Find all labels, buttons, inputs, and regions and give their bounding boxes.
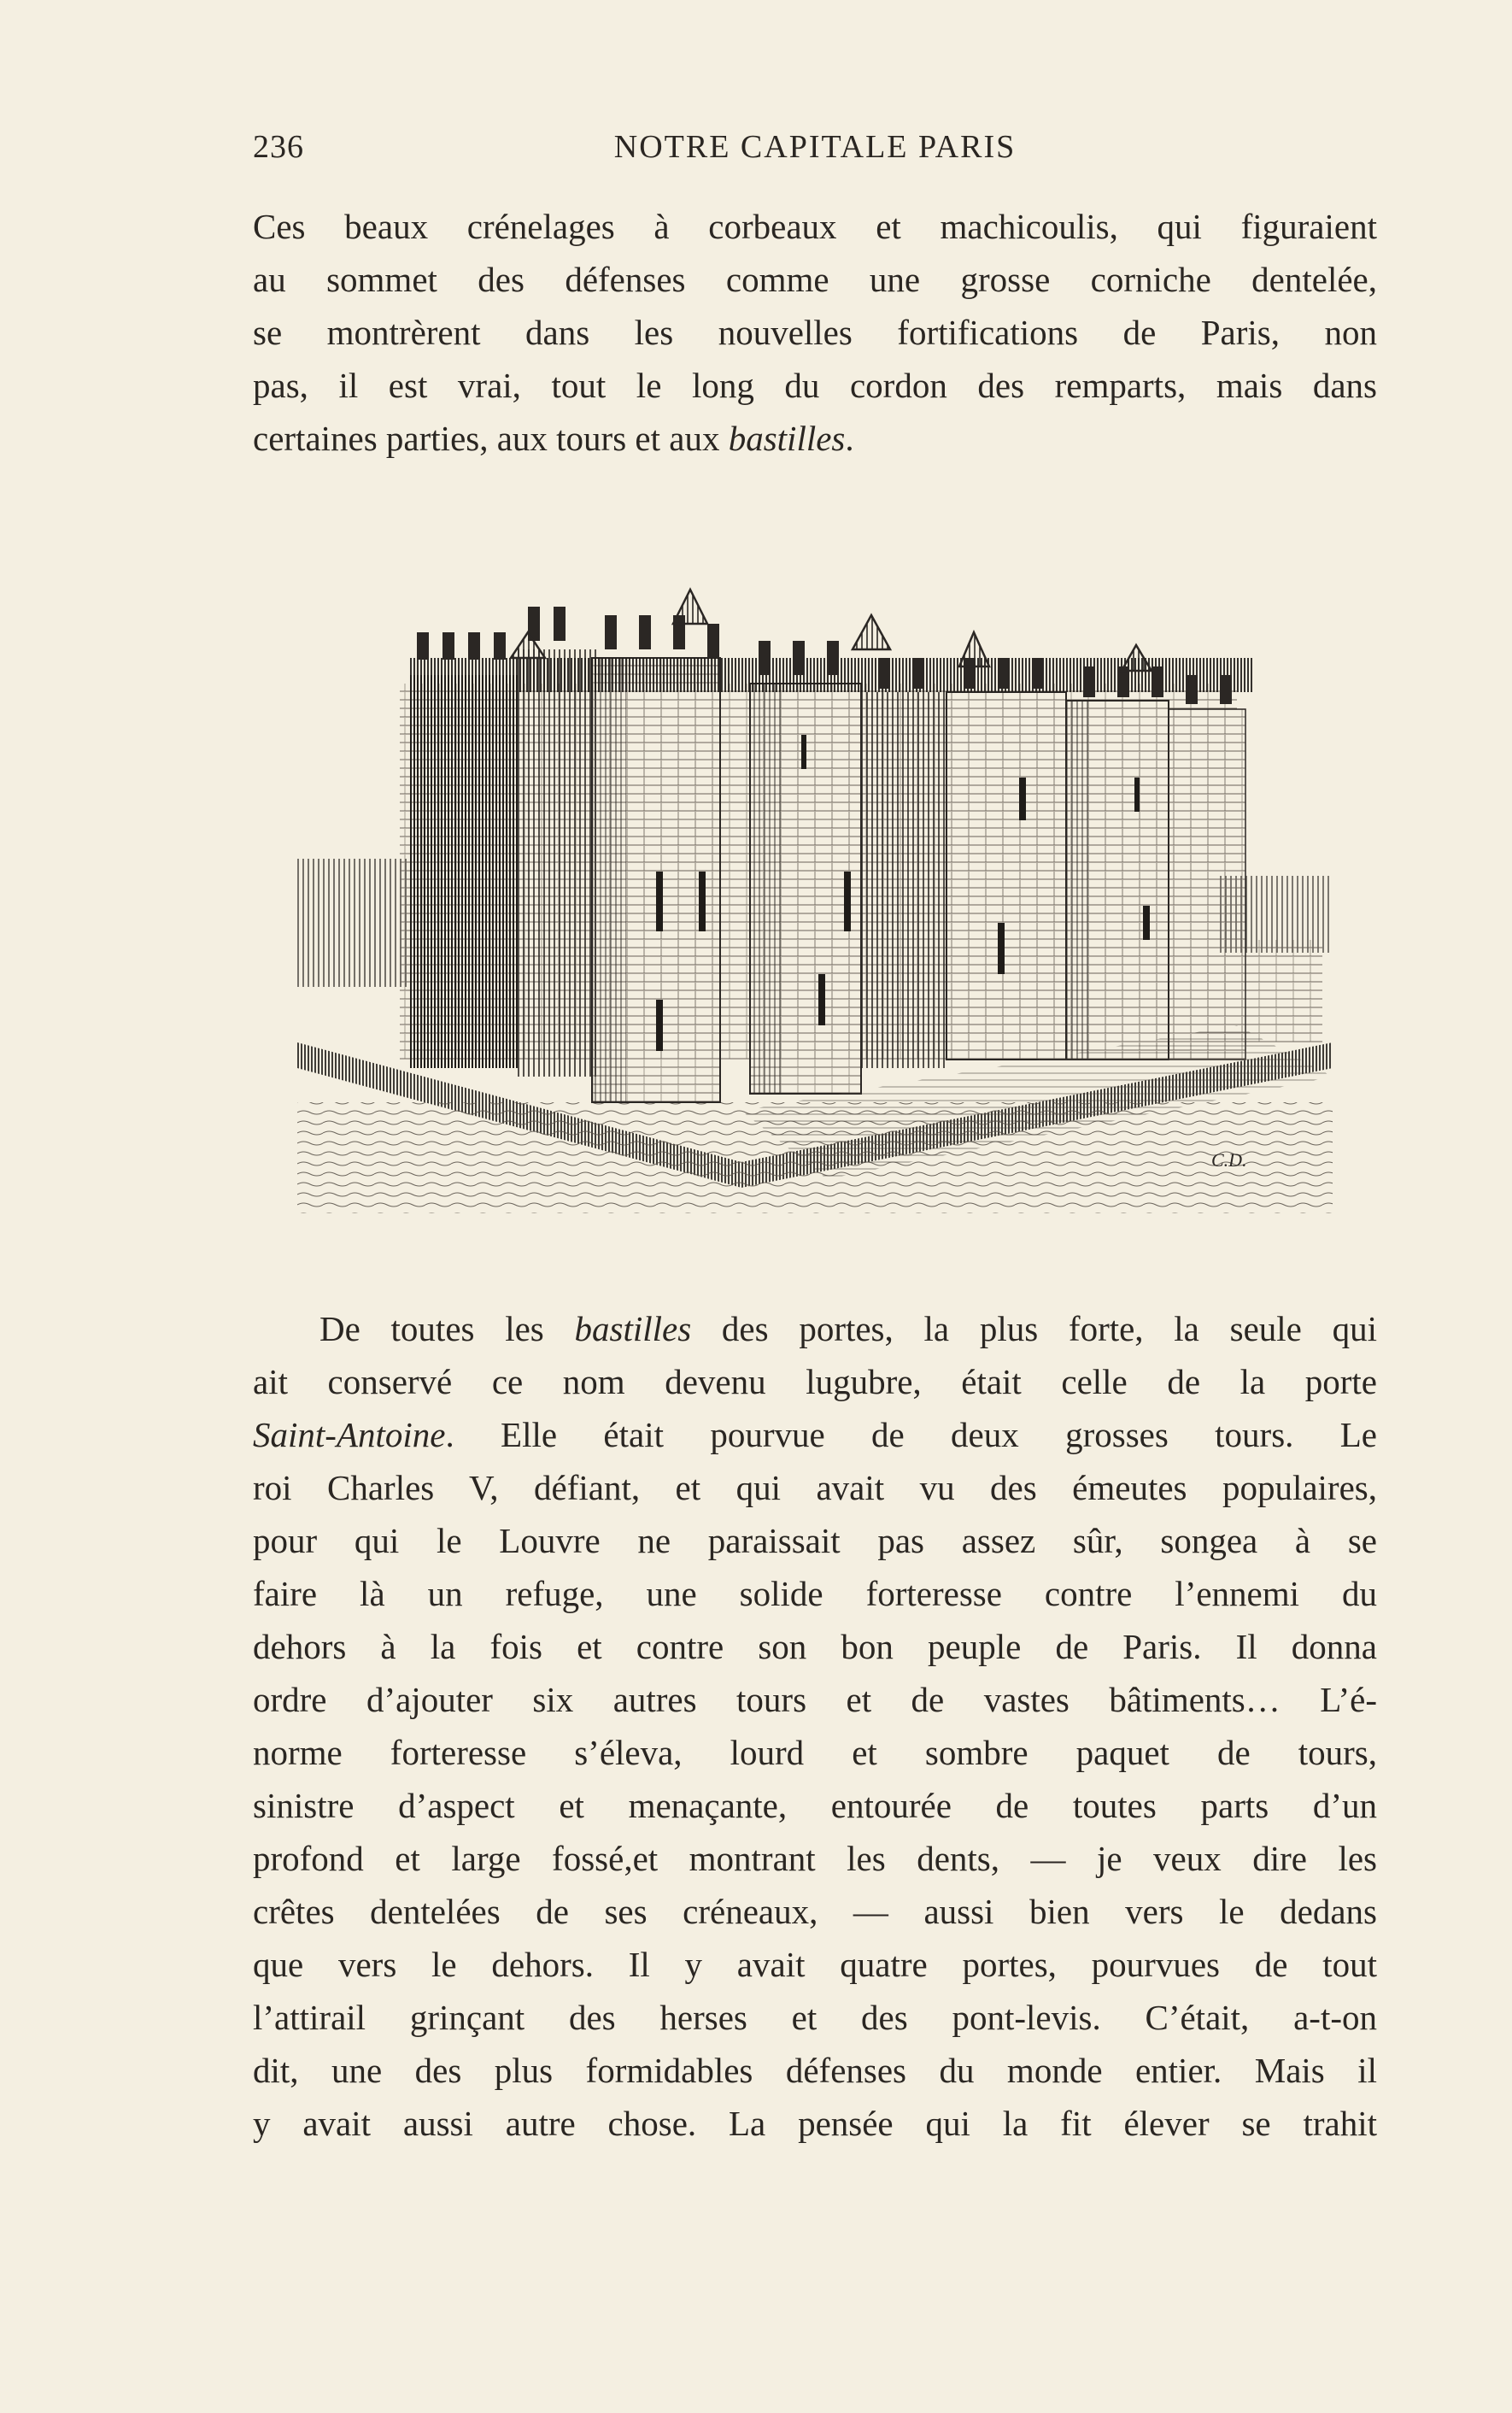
page-number: 236 (253, 129, 304, 165)
italic-term: bastilles (728, 419, 846, 458)
text-line: au sommet des défenses comme une grosse corniche dentelée, (253, 260, 1377, 299)
text-line: faire là un refuge, une solide forteresse contre l’ennemi du (253, 1574, 1377, 1613)
text-run: . (845, 419, 854, 458)
text-line: ordre d’ajouter six autres tours et de vastes bâtiments… L’é- (253, 1680, 1377, 1719)
text-line: y avait aussi autre chose. La pensée qui la fit élever se trahit (253, 2104, 1377, 2143)
italic-term: bastilles (574, 1309, 692, 1348)
artist-signature: C.D. (1211, 1149, 1247, 1171)
text-line: pour qui le Louvre ne paraissait pas assez sûr, songea à se (253, 1521, 1377, 1560)
italic-term: Saint-Antoine (253, 1415, 446, 1454)
text-line: ait conservé ce nom devenu lugubre, était celle de la porte (253, 1362, 1377, 1401)
text-line: pas, il est vrai, tout le long du cordon des remparts, mais dans (253, 366, 1377, 405)
text-line (253, 1408, 1377, 1461)
bastille-engraving-icon (297, 564, 1333, 1213)
text-line: Ces beaux crénelages à corbeaux et machicoulis, qui figuraient (253, 207, 1377, 246)
text-line: sinistre d’aspect et menaçante, entourée de toutes parts d’un (253, 1786, 1377, 1825)
text-run: . Elle était pourvue de deux grosses tours. Le (445, 1415, 1377, 1454)
page-header (253, 128, 1377, 179)
text-line: se montrèrent dans les nouvelles fortifications de Paris, non (253, 313, 1377, 352)
text-line: norme forteresse s’éleva, lourd et sombre paquet de tours, (253, 1733, 1377, 1772)
text-line: dit, une des plus formidables défenses du monde entier. Mais il (253, 2051, 1377, 2090)
text-line: l’attirail grinçant des herses et des pont-levis. C’était, a-t-on (253, 1998, 1377, 2037)
text-line: dehors à la fois et contre son bon peuple de Paris. Il donna (253, 1627, 1377, 1666)
text-line (253, 412, 1377, 465)
running-title: NOTRE CAPITALE PARIS (613, 129, 1017, 165)
text-line (253, 1302, 1377, 1355)
text-run: De toutes les (319, 1309, 575, 1348)
text-line: crêtes dentelées de ses créneaux, — aussi bien vers le dedans (253, 1892, 1377, 1931)
text-line: que vers le dehors. Il y avait quatre portes, pourvues de tout (253, 1945, 1377, 1984)
text-run: certaines parties, aux tours et aux (253, 419, 729, 458)
text-line: profond et large fossé,et montrant les dents, — je veux dire les (253, 1839, 1377, 1878)
text-line: roi Charles V, défiant, et qui avait vu des émeutes populaires, (253, 1468, 1377, 1507)
paragraph-1 (253, 200, 1377, 465)
bastille-illustration (297, 564, 1333, 1213)
text-run: des portes, la plus forte, la seule qui (691, 1309, 1377, 1348)
paragraph-2 (253, 1302, 1377, 2150)
